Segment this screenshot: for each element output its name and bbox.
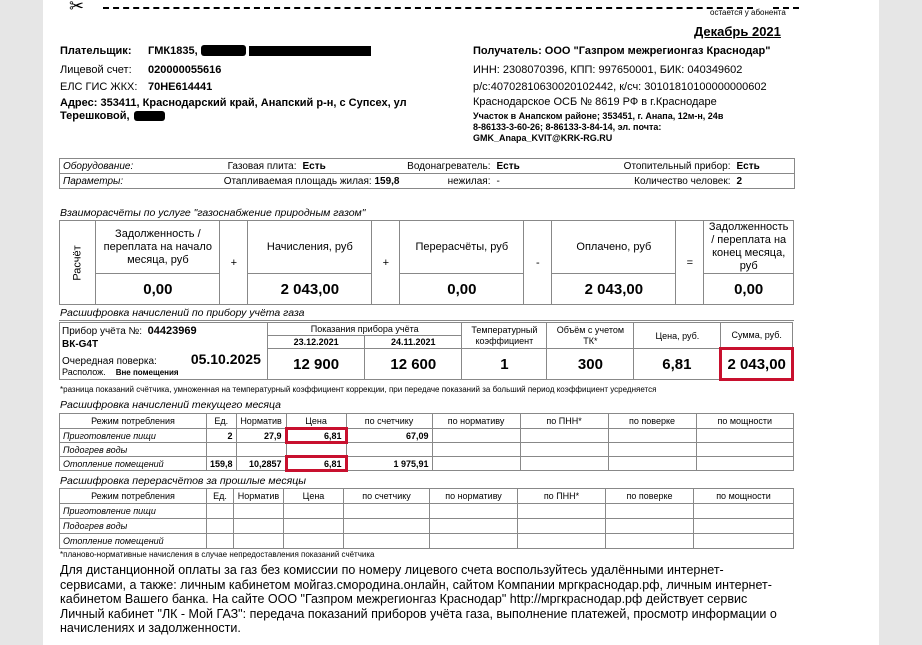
operator-plus: + [372, 221, 400, 305]
meter-title: Расшифровка начислений по прибору учёта газа [60, 307, 305, 319]
settlement-charges-value: 2 043,00 [248, 274, 372, 305]
receiver-account: р/с:40702810630020102442, к/сч: 30101810100000000602 [473, 81, 767, 93]
address-line-1: Адрес: 353411, Краснодарский край, Анапский р-н, с Супсех, ул [60, 97, 407, 109]
mode-cell: Подогрев воды [60, 443, 207, 457]
settlement-side-label: Расчёт [71, 244, 84, 281]
heater-label: Водонагреватель: [400, 159, 494, 174]
col-header: по нормативу [432, 414, 520, 429]
els-value: 70НЕ614441 [148, 81, 213, 93]
check-date: 05.10.2025 [190, 351, 261, 367]
mode-cell: Отопление помещений [60, 457, 207, 471]
table-row [60, 534, 794, 549]
mode-cell: Приготовление пищи [60, 504, 207, 519]
receiver-phones: 8-86133-3-60-26; 8-86133-3-84-14, эл. почта: [473, 122, 662, 132]
address-line-2: Терешковой, [60, 110, 130, 122]
mode-cell: Отопление помещений [60, 534, 207, 549]
settlement-side-cell [60, 221, 96, 305]
col-header: по поверке [606, 489, 694, 504]
table-header-row [60, 414, 794, 429]
reading-date-previous: 24.11.2021 [365, 336, 462, 349]
settlement-start-value: 0,00 [96, 274, 220, 305]
receiver-inn: ИНН: 2308070396, КПП: 997650001, БИК: 040349602 [473, 64, 743, 76]
recalc-footnote: *планово-нормативные начисления в случае непредоставления показаний счётчика [60, 550, 375, 559]
price-value: 6,81 [634, 349, 721, 380]
price-header: Цена, руб. [634, 323, 721, 349]
stove-value: Есть [300, 159, 400, 174]
billing-month: Декабрь 2021 [694, 24, 781, 39]
table-row [60, 429, 794, 443]
receiver-office: Участок в Анапском районе; 353451, г. Анапа, 12м-н, 24в [473, 111, 724, 121]
col-header: по ПНН* [518, 489, 606, 504]
receipt-page [43, 0, 879, 645]
col-header: по нормативу [430, 489, 518, 504]
operator-equals: = [676, 221, 704, 305]
meter-model: ВК-G4T [62, 339, 99, 350]
col-header: по ПНН* [520, 414, 608, 429]
meter-charge-cell: 1 975,91 [346, 457, 432, 471]
payer-label: Плательщик: [60, 45, 132, 57]
norm-cell: 27,9 [236, 429, 286, 443]
receiver-name: Получатель: ООО "Газпром межрегионгаз Краснодар" [473, 45, 771, 57]
recalc-table [59, 488, 794, 549]
table-row [60, 519, 794, 534]
meter-footnote: *разница показаний счётчика, умноженная на температурный коэффициент коррекции, при передаче показаний за больший период коэффициент усредняется [60, 385, 657, 394]
col-header: по счетчику [346, 414, 432, 429]
heater-value: Есть [494, 159, 594, 174]
operator-plus: + [220, 221, 248, 305]
area-label: Отапливаемая площадь жилая: 159,8 [172, 174, 400, 189]
operator-minus: - [524, 221, 552, 305]
temp-coef-value: 1 [462, 349, 547, 380]
settlement-end-value: 0,00 [704, 274, 794, 305]
norm-cell: 10,2857 [236, 457, 286, 471]
temp-coef-header: Температурный коэффициент [462, 323, 547, 349]
redaction [134, 111, 165, 121]
settlement-header-paid: Оплачено, руб [552, 221, 676, 274]
col-header: Норматив [236, 414, 286, 429]
price-cell: 6,81 [286, 429, 346, 443]
heating-value: Есть [734, 159, 795, 174]
unit-cell: 2 [207, 429, 237, 443]
sum-header: Сумма, руб. [721, 323, 793, 349]
recalc-title: Расшифровка перерасчётов за прошлые месяцы [60, 475, 306, 487]
readings-header: Показания прибора учёта [268, 323, 462, 336]
mode-cell: Подогрев воды [60, 519, 207, 534]
col-header: по мощности [694, 489, 794, 504]
reading-previous: 12 600 [365, 349, 462, 380]
settlement-recalc-value: 0,00 [400, 274, 524, 305]
table-row [60, 504, 794, 519]
col-header: Ед. [207, 489, 234, 504]
current-title: Расшифровка начислений текущего месяца [60, 399, 281, 411]
people-value: 2 [734, 174, 795, 189]
remain-label: остается у абонента [710, 8, 786, 17]
col-header: Режим потребления [60, 489, 207, 504]
settlement-header-charges: Начисления, руб [248, 221, 372, 274]
device-label: Прибор учёта №: [62, 326, 143, 337]
reading-date-current: 23.12.2021 [268, 336, 365, 349]
table-header-row [60, 489, 794, 504]
nonres-value: - [494, 174, 594, 189]
account-number: 020000055616 [148, 64, 222, 76]
equipment-table [59, 158, 795, 189]
params-label: Параметры: [60, 174, 172, 189]
location-label: Располож. [62, 367, 106, 377]
norm-charge-cell [432, 429, 520, 443]
current-table [59, 413, 794, 472]
table-row [60, 443, 794, 457]
mode-cell: Приготовление пищи [60, 429, 207, 443]
settlement-header-recalc: Перерасчёты, руб [400, 221, 524, 274]
reading-current: 12 900 [268, 349, 365, 380]
equipment-label: Оборудование: [60, 159, 172, 174]
online-payment-info: Для дистанционной оплаты за газ без комиссии по номеру лицевого счета воспользуйтесь удалёнными интернет-сервисами, а также: личным кабинетом мойгаз.смородина.онлайн, сайтом Компании мргкраснодар.рф, личным интернет-кабинетом Вашего банка. На сайте ООО "Газпром межрегионгаз Краснодар" http://мргкраснодар.рф действует сервис Личный кабинет "ЛК - Мой ГАЗ": передача показаний приборов учёта газа, выполнение платежей, просмотр информации о начислениях и задолженности. [60, 563, 777, 635]
settlement-header-start: Задолженность / переплата на начало месяца, руб [96, 221, 220, 274]
account-label: Лицевой счет: [60, 64, 132, 76]
volume-value: 300 [547, 349, 634, 380]
col-header: по поверке [608, 414, 696, 429]
col-header: Норматив [234, 489, 284, 504]
area-value: 159,8 [374, 175, 400, 187]
nonres-label: нежилая: [400, 174, 494, 189]
col-header: Ед. [207, 414, 237, 429]
receiver-bank: Краснодарское ОСБ № 8619 РФ в г.Краснодаре [473, 96, 717, 108]
col-header: Режим потребления [60, 414, 207, 429]
check-charge-cell [608, 429, 696, 443]
settlement-title: Взаиморасчёты по услуге "газоснабжение природным газом" [60, 207, 366, 219]
settlement-header-end: Задолженность / переплата на конец месяца, руб [704, 221, 794, 274]
volume-header: Объём с учетом ТК* [547, 323, 634, 349]
sum-value: 2 043,00 [721, 349, 793, 380]
meter-info-cell [60, 323, 268, 380]
settlement-table [59, 220, 794, 305]
col-header: по мощности [696, 414, 793, 429]
scissors-icon: ✂ [69, 0, 85, 17]
els-label: ЕЛС ГИС ЖКХ: [60, 81, 138, 93]
table-row [60, 457, 794, 471]
col-header: Цена [284, 489, 344, 504]
meter-table [59, 322, 794, 381]
col-header: по счетчику [344, 489, 430, 504]
pnn-charge-cell [520, 429, 608, 443]
redaction [201, 45, 246, 56]
cut-line [103, 7, 753, 9]
payer-value: ГМК1835, [148, 45, 198, 57]
people-label: Количество человек: [594, 174, 734, 189]
power-charge-cell [696, 429, 793, 443]
settlement-paid-value: 2 043,00 [552, 274, 676, 305]
redaction [249, 46, 371, 56]
stove-label: Газовая плита: [172, 159, 300, 174]
col-header: Цена [286, 414, 346, 429]
meter-charge-cell: 67,09 [346, 429, 432, 443]
receiver-email: GMK_Anapa_KVIT@KRK-RG.RU [473, 133, 613, 143]
price-cell: 6,81 [286, 457, 346, 471]
unit-cell: 159,8 [207, 457, 237, 471]
device-number: 04423969 [147, 325, 197, 337]
heating-label: Отопительный прибор: [594, 159, 734, 174]
check-label: Очередная поверка: [62, 356, 157, 367]
location-value: Вне помещения [115, 368, 179, 377]
